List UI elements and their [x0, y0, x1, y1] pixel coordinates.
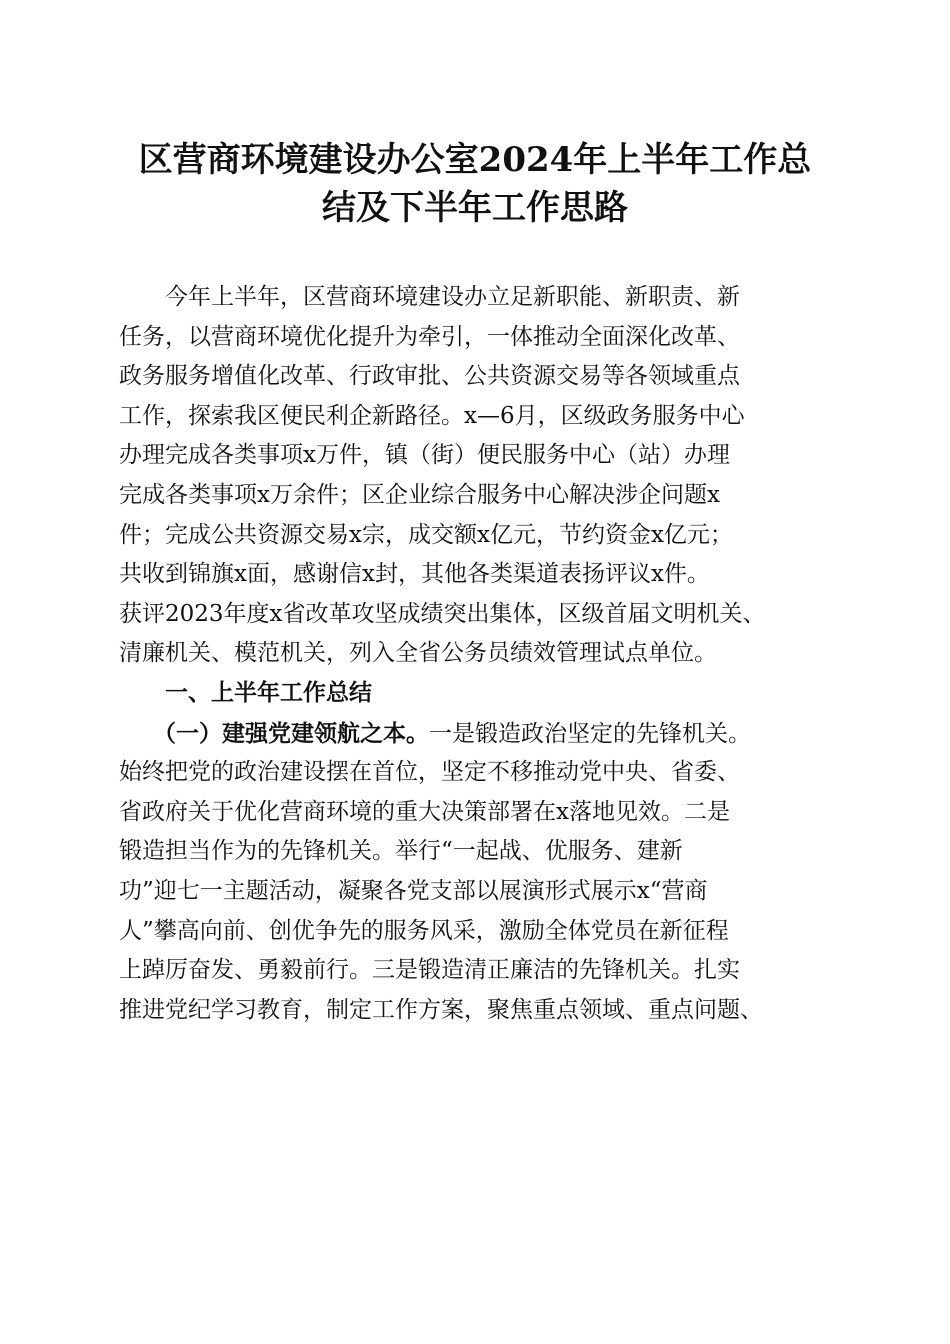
section-heading: 一、上半年工作总结: [165, 679, 372, 706]
intro-line: 工作，探索我区便民利企新路径。x—6月，区级政务服务中心: [119, 402, 745, 429]
title-line-1: 区营商环境建设办公室2024年上半年工作总: [138, 140, 812, 180]
subsection-line: 锻造担当作为的先锋机关。举行“一起战、优服务、建新: [119, 838, 683, 865]
intro-line: 件；完成公共资源交易x宗，成交额x亿元，节约资金x亿元；: [119, 521, 733, 548]
intro-line: 办理完成各类事项x万件，镇（街）便民服务中心（站）办理: [119, 442, 730, 469]
subsection-line: 省政府关于优化营商环境的重大决策部署在x落地见效。二是: [119, 798, 730, 825]
subsection-line: 人”攀高向前、创优争先的服务风采，激励全体党员在新征程: [119, 917, 729, 944]
intro-line: 共收到锦旗x面，感谢信x封，其他各类渠道表扬评议x件。: [119, 561, 710, 588]
document-body: [119, 278, 839, 1030]
subsection-label: （一）建强党建领航之本。: [153, 719, 429, 747]
subsection-first-text: 一是锻造政治坚定的先锋机关。: [429, 720, 751, 747]
subsection-line: 始终把党的政治建设摆在首位，坚定不移推动党中央、省委、: [119, 759, 740, 786]
intro-line: 政务服务增值化改革、行政审批、公共资源交易等各领域重点: [119, 363, 740, 390]
subsection-line: 上踔厉奋发、勇毅前行。三是锻造清正廉洁的先锋机关。扎实: [119, 957, 740, 984]
title-line-2: 结及下半年工作思路: [322, 188, 628, 228]
intro-line: 完成各类事项x万余件；区企业综合服务中心解决涉企问题x: [119, 481, 720, 508]
document-title: [100, 136, 850, 232]
subsection-line: 功”迎七一主题活动，凝聚各党支部以展演形式展示x“营商: [119, 877, 708, 904]
intro-line: 今年上半年，区营商环境建设办立足新职能、新职责、新: [165, 284, 740, 310]
subsection-first-line: [119, 714, 839, 754]
intro-line: 清廉机关、模范机关，列入全省公务员绩效管理试点单位。: [119, 640, 717, 667]
subsection-line: 推进党纪学习教育，制定工作方案，聚焦重点领域、重点问题、: [119, 996, 763, 1023]
intro-line: 任务，以营商环境优化提升为牵引，一体推动全面深化改革、: [119, 323, 740, 350]
intro-line: 获评2023年度x省改革攻坚成绩突出集体，区级首届文明机关、: [119, 600, 766, 627]
